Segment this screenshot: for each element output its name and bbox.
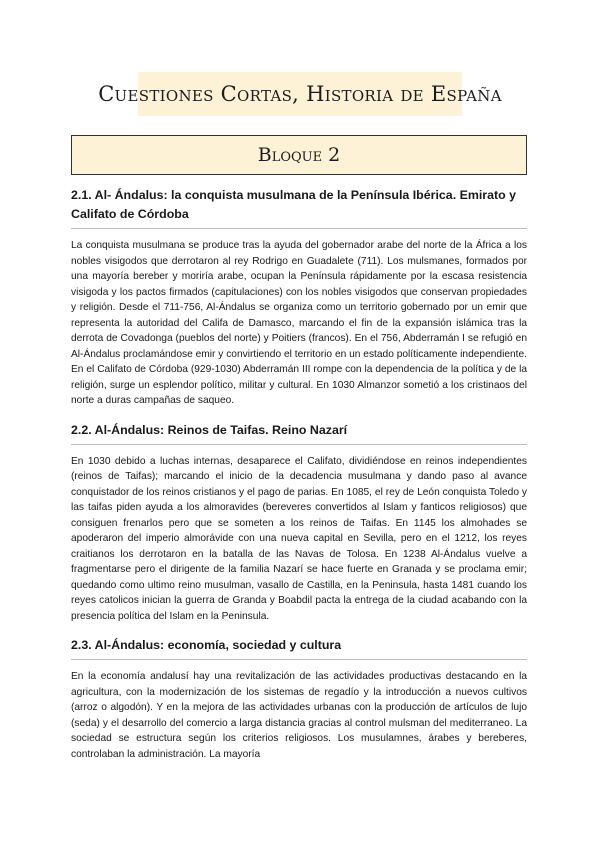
- title-highlight: [98, 72, 502, 116]
- section-heading: 2.1. Al- Ándalus: la conquista musulmana de la Península Ibérica. Emirato y Califato de Córdoba: [71, 186, 527, 229]
- section-heading: 2.3. Al-Ándalus: economía, sociedad y cultura: [71, 636, 527, 660]
- section-body: En la economía andalusí hay una revitalización de las actividades productivas destacando en la agricultura, con la modernización de los sistemas de regadío y la introducción a nuevos cultivos (arroz o algodón). Y en la mejora de las actividades urbanas con la producción de artículos de lujo (seda) y el desarrollo del comercio a larga distancia gracias al control mulsman del mediterraneo. La sociedad se estructura según los criterios religiosos. Los musulamnes, árabes y bereberes, controlaban la administración. La mayoría: [71, 671, 527, 760]
- page-title: Cuestiones Cortas, Historia de España: [98, 82, 502, 106]
- block-title: Bloque 2: [257, 144, 341, 166]
- section-body: La conquista musulmana se produce tras la ayuda del gobernador arabe del norte de la África a los nobles visigodos que derrotaron al rey Rodrigo en Guadalete (711). Los mulsmanes, formados por una mayoría bereber y moriría arabe, ocupan la Península rápidamente por la escasa resistencia visigoda y los pactos firmados (capitulaciones) con los nobles visigodos que conservan propiedades y religión. Desde el 711-756, Al-Ándalus se organiza como un territorio gobernado por un emir que representa la autoridad del Califa de Damasco, marcando el fin de la expansión islámica tras la derrota de Covadonga (pueblos del norte) y Poitiers (francos). En el 756, Abderramán I se refugió en Al-Ándalus proclamándose emir y convirtiendo el territorio en un estado políticamente independiente. En el Califato de Córdoba (929-1030) Abderramán III rompe con la dependencia de la política y de la religión, surge un esplendor político, militar y cultural. En 1030 Almanzor sometió a los cristinaos del norte a duras campañas de saqueo.: [71, 240, 527, 406]
- section-2-1: [71, 186, 527, 409]
- section-2-3: [71, 636, 527, 762]
- section-heading: 2.2. Al-Ándalus: Reinos de Taifas. Reino Nazarí: [71, 421, 527, 445]
- document-content: [71, 186, 527, 774]
- block-header: [71, 135, 527, 175]
- section-2-2: [71, 421, 527, 625]
- section-body: En 1030 debido a luchas internas, desaparece el Califato, dividiéndose en reinos independientes (reinos de Taifas); marcando el inicio de la decadencia musulmana y dando paso al avance conquistador de los reinos cristianos y el pago de parias. En 1085, el rey de León conquista Toledo y las taifas piden ayuda a los almoravides (bereveres convertidos al Islam y fanticos religiosos) que consiguen frenarlos pero que se someten a los reinos de Taifas. En 1145 los almohades se apoderaron del imperio almorávide con una nueva capital en Sevilla, pero en el 1212, los reyes craitianos los derrotaron en la batalla de las Navas de Tolosa. En 1238 Al-Ándalus vuelve a fragmentarse pero el dirigente de la familia Nazarí se hace fuerte en Granada y se proclama emir; quedando como ultimo reino musulman, vasallo de Castilla, en la Peninsula, hasta 1481 cuando los reyes catolicos inician la guerra de Granda y Boabdil pacta la entrega de la ciudad acabando con la presencia política del Islam en la Peninsula.: [71, 455, 527, 622]
